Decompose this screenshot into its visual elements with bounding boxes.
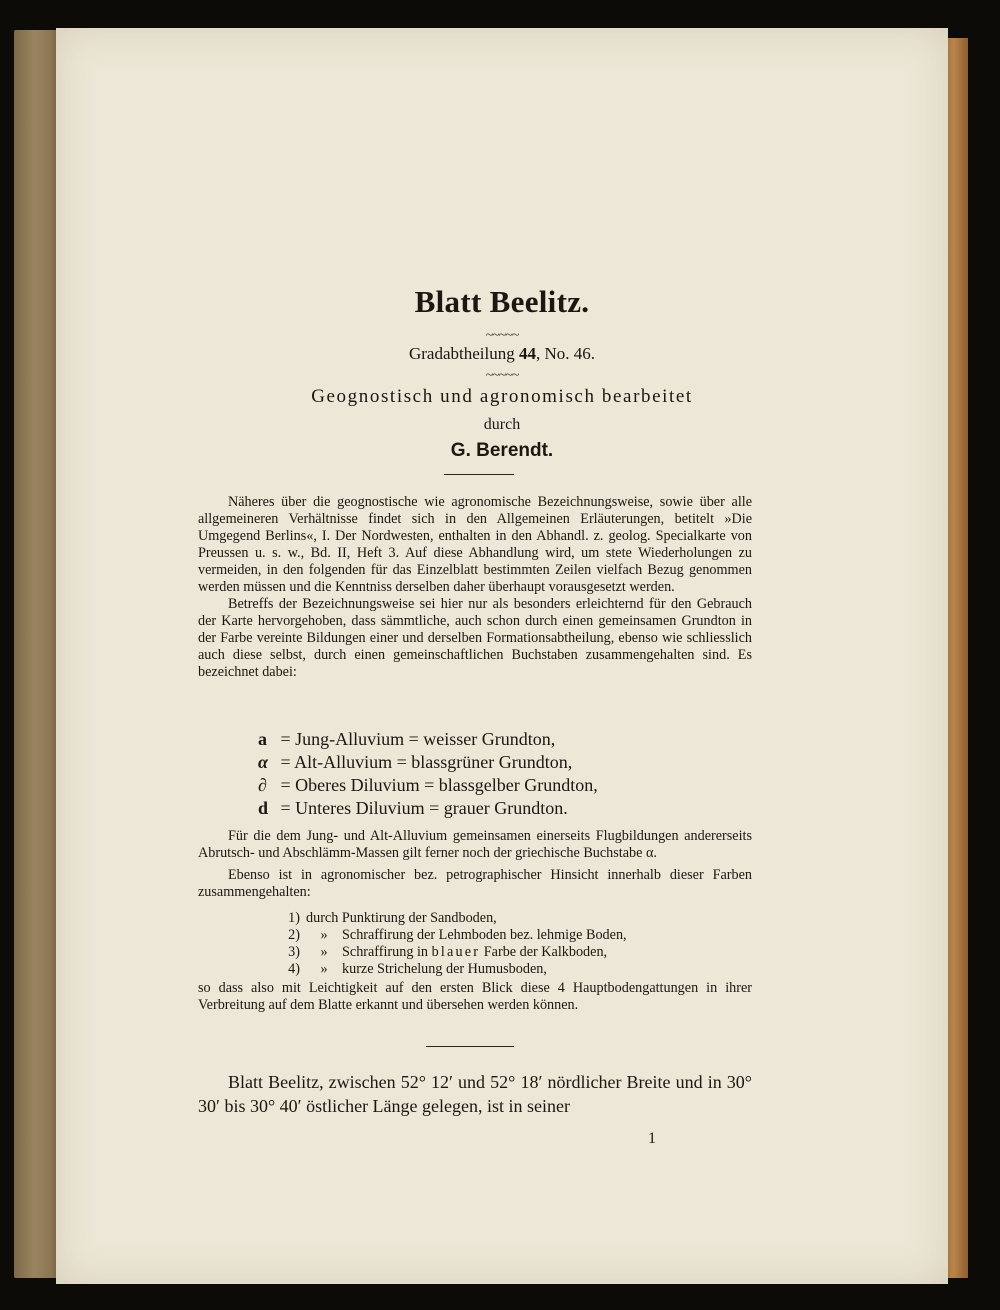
list-number: 1) <box>288 910 300 926</box>
book-cover-left <box>14 30 60 1278</box>
grad-number: 44 <box>518 344 536 363</box>
legend-symbol: a <box>258 729 267 749</box>
section-divider <box>426 1046 514 1047</box>
soil-type-list <box>198 910 752 978</box>
gradabtheilung-line <box>56 344 948 364</box>
ornament-wave-2: ~~~~~ <box>485 368 519 383</box>
legend-row <box>258 728 718 751</box>
grad-prefix: Gradabtheilung <box>408 344 515 363</box>
agronomic-paragraph: Ebenso ist in agronomischer bez. petrographischer Hinsicht innerhalb dieser Farben zusammengehalten: <box>198 867 752 900</box>
legend-text: = Alt-Alluvium = blassgrüner Grundton, <box>276 752 573 772</box>
closing-section <box>198 980 752 1014</box>
second-section <box>198 828 752 906</box>
legend-row <box>258 797 718 820</box>
intro-paragraph-1: Näheres über die geognostische wie agronomische Bezeichnungsweise, sowie über alle allgemeineren Verhältnisse findet sich in den Allgemeinen Erläuterungen, betitelt »Die Umgegend Berlins«, I. Der Nordwesten, enthalten in den Abhandl. z. geolog. Specialkarte von Preussen u. s. w., Bd. II, Heft 3. Auf diese Abhandlung wird, um stete Wiederholungen zu vermeiden, in den folgenden für das Einzelblatt bestimmten Zeilen vielfach Bezug genommen werden müssen und die Kenntniss derselben daher überhaupt vorausgesetzt werden. <box>198 494 752 595</box>
ditto-mark: » <box>320 961 328 977</box>
legend-text: = Oberes Diluvium = blassgelber Grundton, <box>276 775 598 795</box>
list-number: 4) <box>288 961 300 977</box>
author-name: G. Berendt. <box>450 440 554 461</box>
list-text: kurze Strichelung der Humusboden, <box>342 961 547 977</box>
list-text: Schraffirung in <box>342 944 432 960</box>
grad-no: , No. 46. <box>535 344 596 363</box>
list-emphasis: blauer <box>431 944 481 960</box>
list-number: 2) <box>288 927 300 943</box>
formation-legend <box>258 728 718 820</box>
main-paragraph: Blatt Beelitz, zwischen 52° 12′ und 52° 18′ nördlicher Breite und in 30° 30′ bis 30° 40′ östlicher Länge gelegen, ist in seiner <box>198 1072 752 1116</box>
document-page <box>56 28 948 1284</box>
legend-symbol: d <box>258 798 269 818</box>
list-text: durch Punktirung der Sandboden, <box>306 910 497 926</box>
list-text-end: Farbe der Kalkboden, <box>480 944 608 960</box>
by-line: durch <box>483 416 521 433</box>
subtitle: Geognostisch und agronomisch bearbeitet <box>311 386 693 407</box>
divider-rule <box>444 474 514 475</box>
list-number: 3) <box>288 944 300 960</box>
ditto-mark: » <box>320 927 328 943</box>
closing-paragraph: so dass also mit Leichtigkeit auf den ersten Blick diese 4 Hauptbodengattungen in ihrer Verbreitung auf dem Blatte erkannt und übersehen werden können. <box>198 980 752 1013</box>
page-number: 1 <box>648 1130 656 1147</box>
intro-section <box>198 494 752 681</box>
flugbildungen-paragraph: Für die dem Jung- und Alt-Alluvium gemeinsamen einerseits Flugbildungen andererseits Abrutsch- und Abschlämm-Massen gilt ferner noch der griechische Buchstabe α. <box>198 828 752 861</box>
list-item <box>198 961 752 978</box>
list-item <box>198 944 752 961</box>
list-item <box>198 910 752 927</box>
page-title: Blatt Beelitz. <box>414 284 590 319</box>
ornament-wave: ~~~~~ <box>485 328 519 343</box>
legend-symbol: α <box>258 752 268 772</box>
legend-text: = Jung-Alluvium = weisser Grundton, <box>276 729 556 749</box>
intro-paragraph-2: Betreffs der Bezeichnungsweise sei hier nur als besonders erleichternd für den Gebrauch der Karte hervorgehoben, dass sämmtliche, auch schon durch einen gemeinsamen Grundton in der Farbe vereinte Bildungen einer und derselben Formationsabtheilung, ebenso wie schliesslich auch diese selbst, durch einen gemeinschaftlichen Buchstaben zusammengehalten sind. Es bezeichnet dabei: <box>198 596 752 680</box>
legend-text: = Unteres Diluvium = grauer Grundton. <box>276 798 568 818</box>
list-text: Schraffirung der Lehmboden bez. lehmige Boden, <box>342 927 627 943</box>
legend-row <box>258 774 718 797</box>
ditto-mark: » <box>320 944 328 960</box>
legend-symbol: ∂ <box>258 775 267 795</box>
main-text <box>198 1070 752 1118</box>
list-item <box>198 927 752 944</box>
legend-row <box>258 751 718 774</box>
